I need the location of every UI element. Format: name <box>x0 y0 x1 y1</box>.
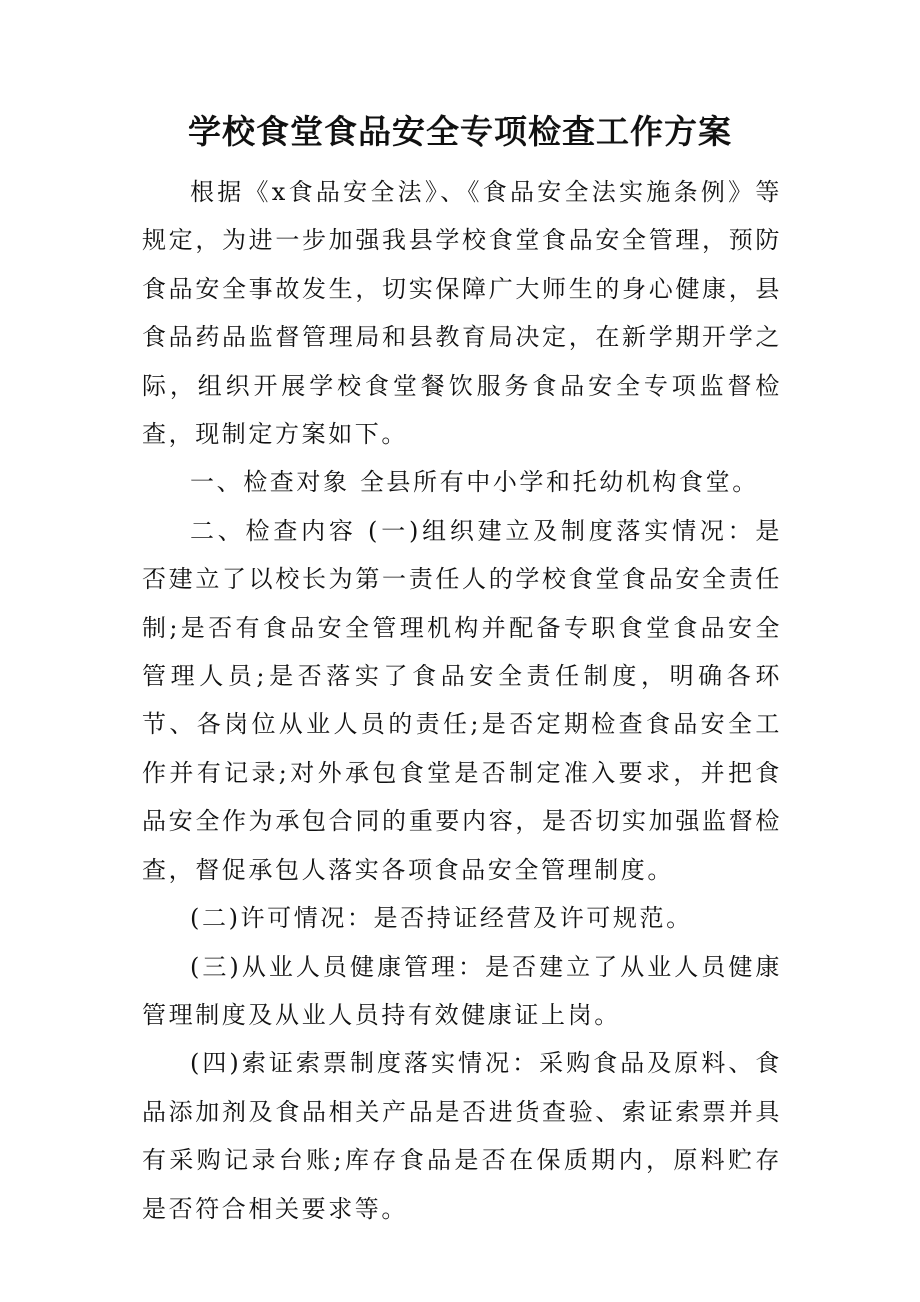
paragraph-inspection-target: 一、检查对象 全县所有中小学和托幼机构食堂。 <box>190 468 759 497</box>
paragraph-procurement: (四)索证索票制度落实情况：采购食品及原料、食品添加剂及食品相关产品是否进货查验、索证索票并具有采购记录台账;库存食品是否在保质期内，原料贮存是否符合相关要求等。 <box>142 1049 782 1223</box>
paragraph-inspection-content: 二、检查内容 (一)组织建立及制度落实情况：是否建立了以校长为第一责任人的学校食堂食品安全责任制;是否有食品安全管理机构并配备专职食堂食品安全管理人员;是否落实了食品安全责任制度，明确各环节、各岗位从业人员的责任;是否定期检查食品安全工作并有记录;对外承包食堂是否制定准入要求，并把食品安全作为承包合同的重要内容，是否切实加强监督检查，督促承包人落实各项食品安全管理制度。 <box>142 516 782 884</box>
paragraph-license: (二)许可情况：是否持证经营及许可规范。 <box>190 904 693 933</box>
document-body <box>142 168 782 1233</box>
document-title: 学校食堂食品安全专项检查工作方案 <box>188 112 732 151</box>
paragraph-staff-health: (三)从业人员健康管理：是否建立了从业人员健康管理制度及从业人员持有效健康证上岗。 <box>142 952 782 1029</box>
paragraph-intro: 根据《x食品安全法》、《食品安全法实施条例》等规定，为进一步加强我县学校食堂食品安全管理，预防食品安全事故发生，切实保障广大师生的身心健康，县食品药品监督管理局和县教育局决定，在新学期开学之际，组织开展学校食堂餐饮服务食品安全专项监督检查，现制定方案如下。 <box>142 178 782 449</box>
